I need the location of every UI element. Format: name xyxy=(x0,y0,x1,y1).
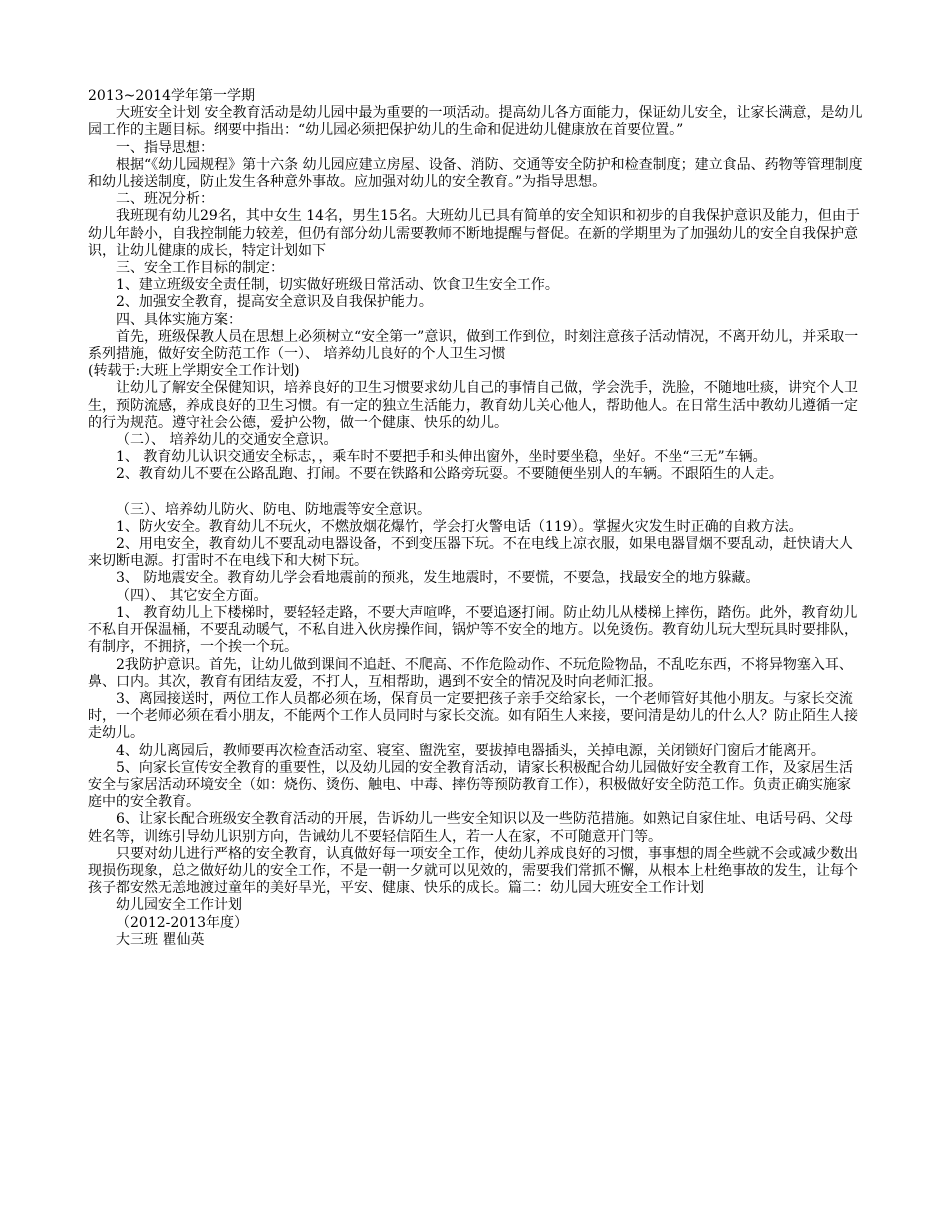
other-item: 2我防护意识。首先，让幼儿做到课间不追赶、不爬高、不作危险动作、不玩危险物品，不乱吃东西，不将异物塞入耳、鼻、口内。其次，教育有团结友爱，不打人，互相帮助，遇到不安全的情况及时向老师汇报。 xyxy=(88,656,853,690)
paragraph-intro: 大班安全计划 安全教育活动是幼儿园中最为重要的一项活动。提高幼儿各方面能力，保证幼儿安全，让家长满意，是幼儿园工作的主题目标。纲要中指出：“幼儿园必须把保护幼儿的生命和促进幼儿健康放在首要位置。” xyxy=(88,105,863,139)
paragraph-conclusion: 只要对幼儿进行严格的安全教育，认真做好每一项安全工作，使幼儿养成良好的习惯，事事想的周全些就不会或减少数出现损伤现象，总之做好幼儿的安全工作，不是一朝一夕就可以见效的，需要我们常抓不懈，从根本上杜绝事故的发生，让每个孩子都安然无恙地渡过童年的美好旱光，平安、健康、快乐的成长。篇二：幼儿园大班安全工作计划 xyxy=(88,845,858,897)
goal-item: 2、加强安全教育，提高安全意识及自我保护能力。 xyxy=(116,294,433,311)
semester-heading: 2013~2014学年第一学期 xyxy=(88,88,255,104)
reprint-note: (转载于:大班上学期安全工作计划) xyxy=(88,363,300,380)
goal-item: 1、建立班级安全责任制，切实做好班级日常活动、饮食卫生安全工作。 xyxy=(116,277,559,294)
traffic-item: 1、 教育幼儿认识交通安全标志，，乘车时不要把手和头伸出窗外，坐时要坐稳，坐好。不坐“三无”车辆。 xyxy=(116,449,767,466)
second-plan-title: 幼儿园安全工作计划 xyxy=(116,897,242,914)
other-item: 1、 教育幼儿上下楼梯时，要轻轻走路，不要大声喧哗，不要追逐打闹。防止幼儿从楼梯上摔伤，踏伤。此外，教育幼儿不私自开保温桶，不要乱动暖气，不私自进入伙房操作间，锅炉等不安全的地方。以免烫伤。教育幼儿玩大型玩具时要排队，有制序，不拥挤，一个挨一个玩。 xyxy=(88,604,858,656)
document-page xyxy=(88,88,864,949)
paragraph-plan: 首先，班级保教人员在思想上必须树立“安全第一”意识，做到工作到位，时刻注意孩子活动情况，不离开幼儿，并采取一系列措施，做好安全防范工作（一）、 培养幼儿良好的个人卫生习惯 xyxy=(88,328,859,363)
paragraph-class-analysis: 我班现有幼儿29名，其中女生 14名，男生15名。大班幼儿已具有简单的安全知识和初步的自我保护意识及能力，但由于幼儿年龄小，自我控制能力较差，但仍有部分幼儿需要教师不断地提醒与督促。在新的学期里为了加强幼儿的安全自我保护意识，让幼儿健康的成长，特定计划如下 xyxy=(88,208,860,259)
subsection-heading-fire-electric: （三）、培养幼儿防火、防电、防地震等安全意识。 xyxy=(116,501,431,518)
other-item: 3、离园接送时，两位工作人员都必须在场，保育员一定要把孩子亲手交给家长，一个老师管好其他小朋友。与家长交流时，一个老师必须在看小朋友，不能两个工作人员同时与家长交流。如有陌生人来接，要问清是幼儿的什么人？防止陌生人接走幼儿。 xyxy=(88,690,858,742)
paragraph-guiding: 根据“《幼儿园规程》第十六条 幼儿园应建立房屋、设备、消防、交通等安全防护和检查制度；建立食品、药物等管理制度和幼儿接送制度，防止发生各种意外事故。应加强对幼儿的安全教育。”为指导思想。 xyxy=(88,156,863,191)
subsection-heading-other: （四）、 其它安全方面。 xyxy=(116,587,268,604)
section-heading-guiding: 一、指导思想： xyxy=(116,139,214,156)
electric-item: 2、用电安全，教育幼儿不要乱动电器设备，不到变压器下玩。不在电线上凉衣服，如果电器冒烟不要乱动，赶快请大人来切断电源。打雷时不在电线下和大树下玩。 xyxy=(88,536,853,570)
section-heading-plan: 四、具体实施方案： xyxy=(116,311,242,328)
section-heading-goals: 三、安全工作目标的制定： xyxy=(116,260,284,277)
blank-line xyxy=(88,484,864,502)
second-plan-year: （2012-2013年度） xyxy=(116,914,248,931)
section-heading-class-analysis: 二、班况分析： xyxy=(116,191,214,208)
other-item: 5、向家长宣传安全教育的重要性，以及幼儿园的安全教育活动，请家长积极配合幼儿园做好安全教育工作，及家居生活安全与家居活动环境安全（如：烧伤、烫伤、触电、中毒、摔伤等预防教育工作），积极做好安全防范工作。负责正确实施家庭中的安全教育。 xyxy=(88,759,853,811)
other-item: 6、让家长配合班级安全教育活动的开展，告诉幼儿一些安全知识以及一些防范措施。如熟记自家住址、电话号码、父母姓名等，训练引导幼儿识别方向，告诫幼儿不要轻信陌生人，若一人在家，不可随意开门等。 xyxy=(88,811,853,845)
fire-item: 1、防火安全。教育幼儿不玩火，不燃放烟花爆竹，学会打火警电话（119）。掌握火灾发生时正确的自救方法。 xyxy=(116,518,803,535)
earthquake-item: 3、 防地震安全。教育幼儿学会看地震前的预兆，发生地震时，不要慌，不要急，找最安全的地方躲藏。 xyxy=(116,570,760,587)
second-plan-author: 大三班 瞿仙英 xyxy=(116,931,205,948)
other-item: 4、幼儿离园后，教师要再次检查活动室、寝室、盥洗室，要拔掉电器插头，关掉电源，关闭锁好门窗后才能离开。 xyxy=(116,742,825,759)
subsection-heading-traffic: （二）、 培养幼儿的交通安全意识。 xyxy=(116,432,338,449)
paragraph-hygiene: 让幼儿了解安全保健知识，培养良好的卫生习惯要求幼儿自己的事情自己做，学会洗手，洗脸，不随地吐痰，讲究个人卫生，预防流感，养成良好的卫生习惯。有一定的独立生活能力，教育幼儿关心他人，帮助他人。在日常生活中教幼儿遵循一定的行为规范。遵守社会公德，爱护公物，做一个健康、快乐的幼儿。 xyxy=(88,380,858,431)
traffic-item: 2、教育幼儿不要在公路乱跑、打闹。不要在铁路和公路旁玩耍。不要随便坐别人的车辆。不跟陌生的人走。 xyxy=(116,466,783,483)
